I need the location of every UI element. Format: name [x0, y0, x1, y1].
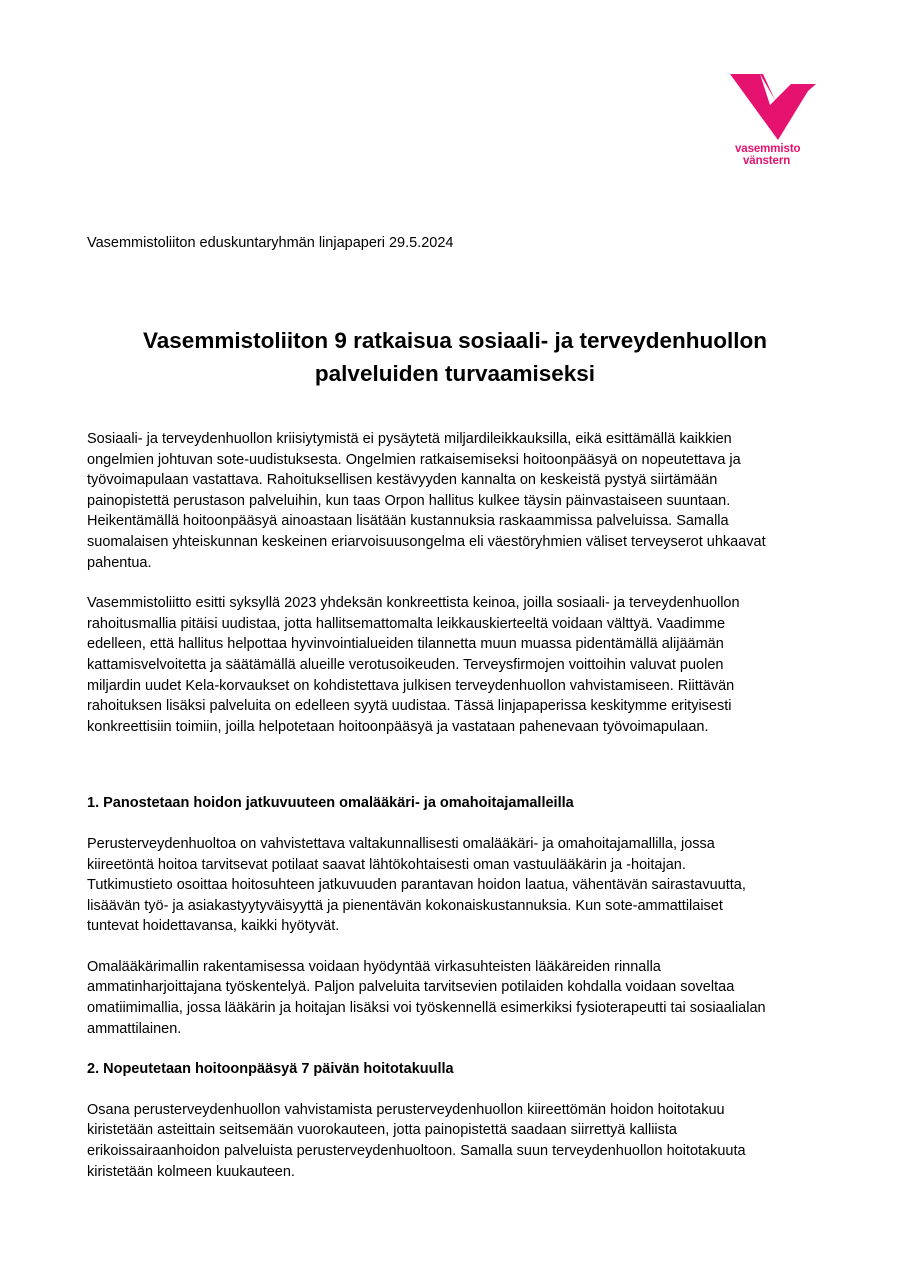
text-line: ongelmien johtuvan sote-uudistuksesta. Ongelmien ratkaisemiseksi hoitoonpääsyä on nopeutettava ja [87, 451, 741, 468]
section-heading: 2. Nopeutetaan hoitoonpääsyä 7 päivän hoitotakuulla [87, 1061, 454, 1078]
text-line: tuntevat hoidettavansa, kaikki hyötyvät. [87, 918, 340, 935]
vasemmisto-logo [728, 74, 824, 172]
text-line: omatiimimallia, jossa lääkärin ja hoitajan lisäksi voi työskennellä esimerkiksi fysioterapeutti tai sosiaalialan [87, 1000, 766, 1017]
text-line: konkreettisiin toimiin, joilla helpotetaan hoitoonpääsyä ja vastataan pahenevaan työvoimapulaan. [87, 718, 709, 735]
text-line: kattamisvelvoitetta ja säätämällä alueille verotusoikeuden. Terveysfirmojen voittoihin valuvat puolen [87, 656, 724, 673]
paragraph [87, 834, 827, 937]
logo-text-vanstern: vänstern [743, 155, 791, 167]
text-line: Tutkimustieto osoittaa hoitosuhteen jatkuvuuden parantavan hoidon laatua, vähentävän sairastavuutta, [87, 877, 746, 894]
title-line: Vasemmistoliiton 9 ratkaisua sosiaali- ja terveydenhuollon [143, 328, 767, 353]
text-line: rahoitusmallia pitäisi uudistaa, jotta hallitsemattomalta leikkauskierteeltä voidaan välttyä. Vaadimme [87, 615, 726, 632]
text-line: ammattilainen. [87, 1020, 182, 1037]
title-line: palveluiden turvaamiseksi [314, 361, 596, 386]
text-line: edelleen, että hallitus helpottaa hyvinvointialueiden tilannetta muun muassa pidentämällä alijäämän [87, 636, 724, 653]
text-line: kiristetään kolmeen kuukauteen. [87, 1163, 295, 1180]
text-line: Vasemmistoliitto esitti syksyllä 2023 yhdeksän konkreettista keinoa, joilla sosiaali- ja terveydenhuollon [87, 595, 740, 612]
text-line: Omalääkärimallin rakentamisessa voidaan hyödyntää virkasuhteisten lääkäreiden rinnalla [87, 958, 661, 975]
text-line: kiireetöntä hoitoa tarvitsevat potilaat saavat lähtökohtaisesti oman vastuulääkärin ja -hoitajan. [87, 856, 686, 873]
paragraph [87, 593, 827, 737]
paragraph [87, 429, 827, 573]
document-body [87, 429, 827, 1202]
text-line: lisäävän työ- ja asiakastyytyväisyyttä ja pienentävän kokonaiskustannuksia. Kun sote-ammattilaiset [87, 897, 723, 914]
logo-text-vasemmisto: vasemmisto [735, 143, 801, 155]
paragraph [87, 957, 827, 1039]
document-meta: Vasemmistoliiton eduskuntaryhmän linjapaperi 29.5.2024 [87, 235, 454, 251]
text-line: Perusterveydenhuoltoa on vahvistettava valtakunnallisesti omalääkäri- ja omahoitajamallilla, jossa [87, 835, 715, 852]
text-line: kiristetään asteittain seitsemään vuorokauteen, jotta painopistettä saadaan siirrettyä kalliista [87, 1122, 677, 1139]
text-line: Osana perusterveydenhuollon vahvistamista perusterveydenhuollon kiireettömän hoidon hoitotakuu [87, 1101, 725, 1118]
text-line: painopistettä perustason palveluihin, kun taas Orpon hallitus kulkee täysin päinvastaiseen suuntaan. [87, 492, 731, 509]
text-line: suomalaisen yhteiskunnan keskeinen eriarvoisuusongelma eli väestöryhmien väliset terveyserot uhkaavat [87, 533, 766, 550]
text-line: miljardin uudet Kela-korvaukset on kohdistettava julkisen terveydenhuollon vahvistamiseen. Riittävän [87, 677, 735, 694]
page-title [87, 324, 823, 390]
text-line: Sosiaali- ja terveydenhuollon kriisiytymistä ei pysäytetä miljardileikkauksilla, eikä esittämällä kaikkien [87, 431, 732, 447]
text-line: Heikentämällä hoitoonpääsyä ainoastaan lisätään kustannuksia raskaammissa palveluissa. Samalla [87, 513, 729, 530]
text-line: rahoituksen lisäksi palveluita on edelleen syytä uudistaa. Tässä linjapaperissa keskitymme erityisesti [87, 698, 732, 715]
text-line: ammatinharjoittajana työskentelyä. Paljon palveluita tarvitsevien potilaiden kohdalla voidaan soveltaa [87, 979, 735, 996]
bird-triangle-icon [730, 74, 816, 140]
paragraph [87, 1100, 827, 1182]
text-line: erikoissairaanhoidon palveluista perusterveydenhuoltoon. Samalla suun terveydenhuollon hoitotakuuta [87, 1143, 746, 1160]
text-line: pahentua. [87, 554, 152, 571]
section-heading: 1. Panostetaan hoidon jatkuvuuteen omalääkäri- ja omahoitajamalleilla [87, 795, 574, 812]
text-line: työvoimapulaan vastattava. Rahoituksellisen kestävyyden kannalta on keskeistä pystyä siirtämään [87, 472, 718, 489]
